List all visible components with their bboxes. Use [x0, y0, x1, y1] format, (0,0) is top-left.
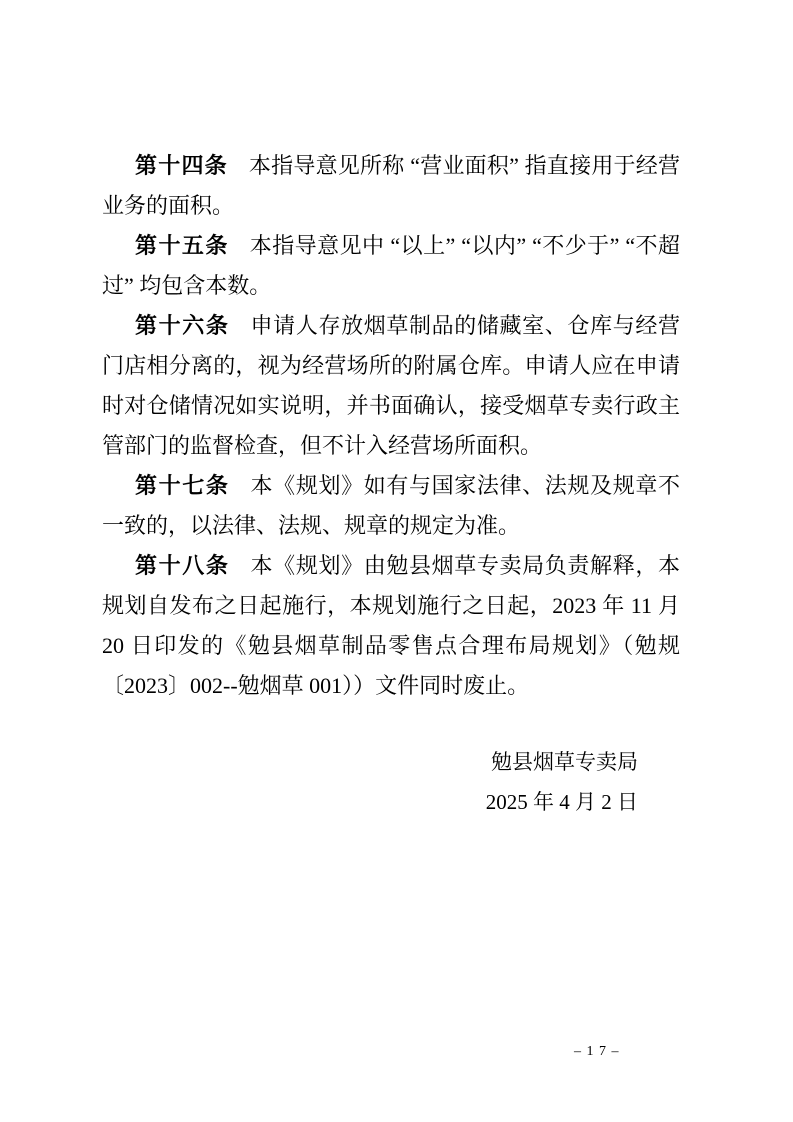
- signature-block: [102, 742, 680, 822]
- article-text-17: 本《规划》如有与国家法律、法规及规章不一致的，以法律、法规、规章的规定为准。: [102, 473, 680, 538]
- article-paragraph-17: [102, 466, 680, 546]
- article-heading-17: 第十七条: [135, 473, 230, 498]
- article-paragraph-15: [102, 226, 680, 306]
- article-text-16: 申请人存放烟草制品的储藏室、仓库与经营门店相分离的，视为经营场所的附属仓库。申请人应在申请时对仓储情况如实说明，并书面确认，接受烟草专卖行政主管部门的监督检查，但不计入经营场所面积。: [102, 313, 680, 458]
- article-heading-16: 第十六条: [135, 313, 230, 338]
- signature-date: 2025 年 4 月 2 日: [485, 790, 638, 814]
- article-heading-14: 第十四条: [135, 153, 228, 178]
- article-paragraph-16: [102, 306, 680, 466]
- article-text-14: 本指导意见所称 “营业面积” 指直接用于经营业务的面积。: [102, 153, 680, 218]
- signature-organization: 勉县烟草专卖局: [491, 750, 638, 774]
- article-heading-15: 第十五条: [135, 233, 229, 258]
- article-heading-18: 第十八条: [135, 553, 230, 578]
- article-paragraph-18: [102, 546, 680, 706]
- article-text-15: 本指导意见中 “以上” “以内” “不少于” “不超过” 均包含本数。: [102, 233, 680, 298]
- document-body: [102, 146, 680, 822]
- article-paragraph-14: [102, 146, 680, 226]
- article-text-18: 本《规划》由勉县烟草专卖局负责解释，本规划自发布之日起施行，本规划施行之日起，2023 年 11 月 20 日印发的《勉县烟草制品零售点合理布局规划》（勉规〔2023〕002--勉烟草 001））文件同时废止。: [102, 553, 680, 698]
- page-number: – 1 7 –: [574, 1044, 620, 1059]
